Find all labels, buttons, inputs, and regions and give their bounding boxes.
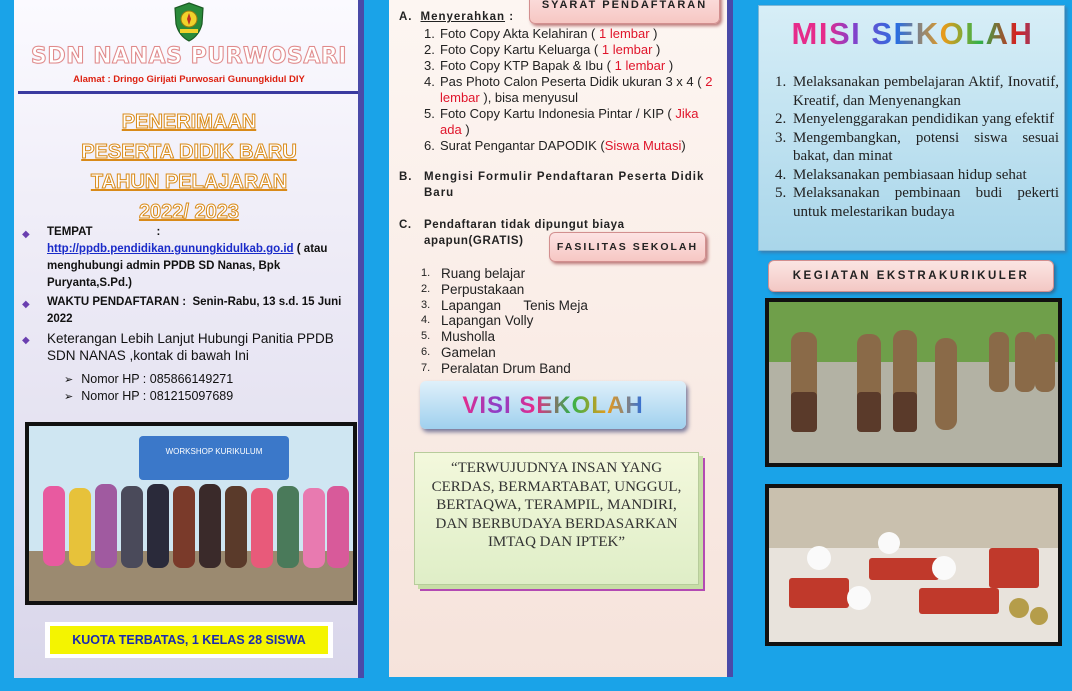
title-line: PENERIMAAN <box>121 111 257 133</box>
school-emblem-icon <box>172 2 206 42</box>
misi-item: Menyelenggarakan pendidikan yang efektif <box>793 111 1055 127</box>
time-value: Senin-Rabu, 13 s.d. 15 Juni 2022 <box>47 296 345 325</box>
section-a-heading <box>399 11 514 23</box>
photo-banner-text: WORKSHOP KURIKULUM <box>165 447 263 456</box>
scout-photo-image <box>769 302 1058 463</box>
visi-text: “TERWUJUDNYA INSAN YANG CERDAS, BERMARTABAT, UNGGUL, BERTAQWA, TERAMPIL, MANDIRI, DAN BERBUDAYA BERDASARKAN IMTAQ DAN IPTEK” <box>431 460 682 550</box>
ppdb-title <box>14 107 364 227</box>
time-label: WAKTU PENDAFTARAN : <box>47 296 187 308</box>
info-place <box>20 224 358 292</box>
visi-title: VISI SEKOLAH <box>462 392 644 419</box>
title-line: 2022/ 2023 <box>138 201 240 223</box>
facility-item: Musholla <box>441 329 496 345</box>
bullet-icon: ◆ <box>22 335 30 346</box>
phone-item: ➢ Nomor HP : 081215097689 <box>64 388 233 405</box>
phone-list <box>64 371 233 405</box>
gamelan-photo <box>765 484 1062 646</box>
phone-item: ➢ Nomor HP : 085866149271 <box>64 371 233 388</box>
workshop-photo <box>25 422 357 605</box>
note-text: Keterangan Lebih Lanjut Hubungi Panitia PPDB SDN NANAS ,kontak di bawah Ini <box>47 331 334 363</box>
ppdb-link[interactable]: http://ppdb.pendidikan.gunungkidulkab.go.id <box>47 243 294 255</box>
requirements-list <box>424 26 720 154</box>
section-c-text: Pendaftaran tidak dipungut biaya apapun(GRATIS) <box>424 219 625 247</box>
school-name: SDN NANAS PURWOSARI <box>31 44 347 69</box>
school-address: Alamat : Dringo Girijati Purwosari Gunungkidul DIY <box>73 74 305 85</box>
section-letter: A. <box>399 11 413 23</box>
section-b <box>399 169 717 201</box>
facility-item: Peralatan Drum Band <box>441 360 571 376</box>
panel-edge <box>727 0 733 677</box>
section-a-label: Menyerahkan <box>420 11 506 23</box>
section-letter: B. <box>399 171 413 183</box>
place-label: TEMPAT : <box>47 226 161 238</box>
visi-banner <box>420 381 686 429</box>
registration-info <box>20 224 358 366</box>
section-b-text: Mengisi Formulir Pendaftaran Peserta Didik Baru <box>424 171 705 199</box>
section-letter: C. <box>399 219 412 231</box>
bullet-icon: ◆ <box>22 229 30 240</box>
workshop-photo-image <box>29 426 353 601</box>
facility-item: Lapangan Volly <box>441 313 534 329</box>
scout-photo <box>765 298 1062 467</box>
misi-item: Melaksanakan pembinaan budi pekerti untuk melestarikan budaya <box>793 185 1059 220</box>
misi-title: MISI SEKOLAH <box>759 16 1066 52</box>
place-contact: ( atau menghubungi admin PPDB SD Nanas, Bpk Puryanta,S.Pd.) <box>47 243 328 289</box>
requirement-item: Foto Copy Kartu Indonesia Pintar / KIP ( Jika ada ) <box>440 106 699 137</box>
info-time <box>20 294 358 328</box>
misi-item: Melaksanakan pembelajaran Aktif, Inovatif, Kreatif, dan Menyenangkan <box>793 74 1059 109</box>
misi-item: Mengembangkan, potensi siswa sesuai bakat, dan minat <box>793 129 1059 164</box>
facility-item: Ruang belajar <box>441 266 526 281</box>
section-a-colon: : <box>505 11 515 23</box>
info-note <box>20 330 358 364</box>
requirement-item: Foto Copy KTP Bapak & Ibu ( 1 lembar ) <box>440 58 674 73</box>
quota-text: KUOTA TERBATAS, 1 KELAS 28 SISWA <box>50 626 328 654</box>
requirement-item: Pas Photo Calon Peserta Didik ukuran 3 x 4 ( 2 lembar ), bisa menyusul <box>440 74 713 105</box>
requirement-item: Foto Copy Kartu Keluarga ( 1 lembar ) <box>440 42 661 57</box>
facility-item: Gamelan <box>441 344 496 360</box>
facilities-tab: FASILITAS SEKOLAH <box>549 232 706 262</box>
misi-list <box>775 73 1059 221</box>
gamelan-photo-image <box>769 488 1058 642</box>
requirement-item: Surat Pengantar DAPODIK (Siswa Mutasi) <box>440 138 686 153</box>
extracurricular-tab: KEGIATAN EKSTRAKURIKULER <box>768 260 1054 292</box>
quota-box <box>45 622 333 658</box>
facility-item: Perpustakaan <box>441 281 525 297</box>
requirements-tab: SYARAT PENDAFTARAN <box>529 0 720 24</box>
section-c <box>399 217 625 249</box>
divider <box>18 91 358 94</box>
misi-item: Melaksanakan pembiasaan hidup sehat <box>793 166 1027 183</box>
title-line: PESERTA DIDIK BARU <box>81 141 297 163</box>
requirement-item: Foto Copy Akta Kelahiran ( 1 lembar ) <box>440 26 658 41</box>
facilities-list <box>421 266 588 377</box>
misi-box <box>758 5 1065 251</box>
bullet-icon: ◆ <box>22 299 30 310</box>
title-line: TAHUN PELAJARAN <box>90 171 288 193</box>
facility-item: Lapangan Tenis Meja <box>441 297 588 313</box>
visi-box <box>414 452 699 585</box>
